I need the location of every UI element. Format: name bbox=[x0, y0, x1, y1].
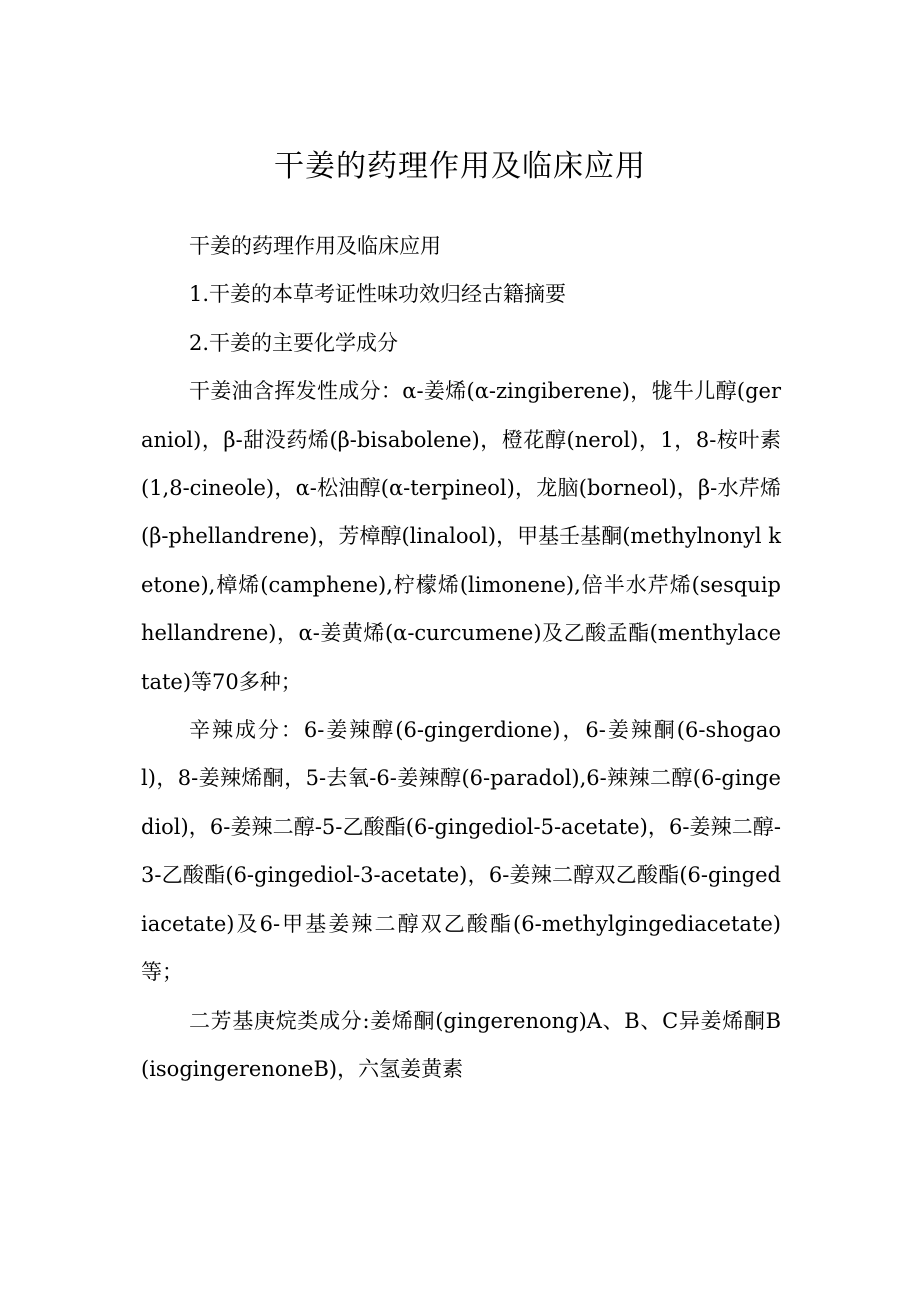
paragraph-volatile-oil: 干姜油含挥发性成分：α-姜烯(α-zingiberene)，牻牛儿醇(geraniol)，β-甜没药烯(β-bisabolene)，橙花醇(nerol)，1，8-桉叶素(1,8-cineole)，α-松油醇(α-terpineol)，龙脑(borneol)，β-水芹烯(β-phellandrene)，芳樟醇(linalool)，甲基壬基酮(methylnonyl ketone),樟烯(camphene),柠檬烯(limonene),倍半水芹烯(sesquiphellandrene)，α-姜黄烯(α-curcumene)及乙酸孟酯(menthylacetate)等70多种； bbox=[141, 379, 781, 694]
paragraph-diarylheptanoids: 二芳基庚烷类成分:姜烯酮(gingerenong)A、B、C异姜烯酮B(isogingerenoneB)，六氢姜黄素 bbox=[141, 1008, 781, 1081]
document-body bbox=[141, 222, 781, 1093]
paragraph-section-1: 1.干姜的本草考证性味功效归经古籍摘要 bbox=[189, 282, 567, 307]
paragraph-section-2: 2.干姜的主要化学成分 bbox=[189, 330, 399, 355]
paragraph-heading: 干姜的药理作用及临床应用 bbox=[189, 234, 441, 258]
paragraph-pungent-components: 辛辣成分：6-姜辣醇(6-gingerdione)，6-姜辣酮(6-shogaol)，8-姜辣烯酮，5-去氧-6-姜辣醇(6-paradol),6-辣辣二醇(6-gingediol)，6-姜辣二醇-5-乙酸酯(6-gingediol-5-acetate)，6-姜辣二醇-3-乙酸酯(6-gingediol-3-acetate)，6-姜辣二醇双乙酸酯(6-gingediacetate)及6-甲基姜辣二醇双乙酸酯(6-methylgingediacetate)等； bbox=[141, 718, 781, 985]
document-title: 干姜的药理作用及临床应用 bbox=[274, 149, 646, 184]
